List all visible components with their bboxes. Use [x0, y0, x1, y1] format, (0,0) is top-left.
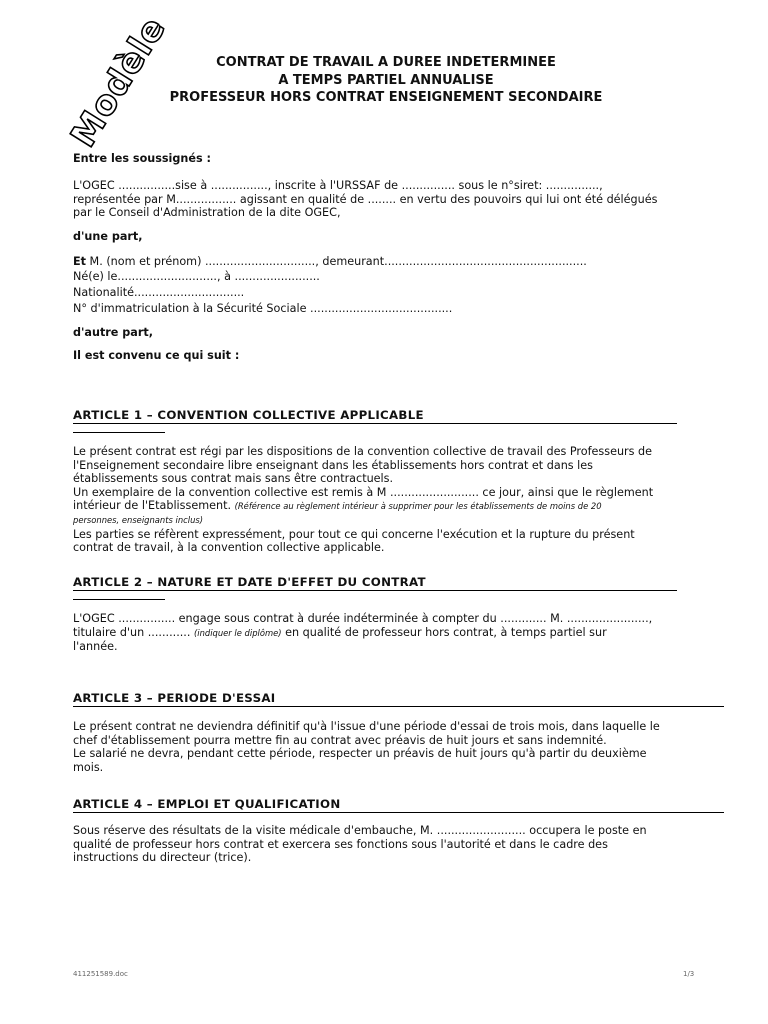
article-2-line-1: L'OGEC ................ engage sous contrat à durée indéterminée à compter du ............. M. ......................., — [73, 612, 653, 625]
title-line-3: PROFESSEUR HORS CONTRAT ENSEIGNEMENT SECONDAIRE — [169, 90, 603, 105]
et-label: Et — [73, 254, 86, 268]
article-3-line-4: mois. — [73, 760, 104, 774]
employee-name-line — [73, 255, 693, 269]
ogec-line-2: représentée par M................. agissant en qualité de ........ en vertu des pouvoirs qui lui ont été délégués — [73, 192, 658, 206]
article-2-line-2c: en qualité de professeur hors contrat, à temps partiel sur — [281, 625, 607, 639]
ogec-line-1: L'OGEC ................sise à ................, inscrite à l'URSSAF de ............... sous le n°siret: ..............., — [73, 179, 603, 192]
article-2-title: ARTICLE 2 – NATURE ET DATE D'EFFET DU CONTRAT — [73, 575, 677, 591]
article-3-line-1: Le présent contrat ne deviendra définitif qu'à l'issue d'une période d'essai de trois mois, dans laquelle le — [73, 720, 660, 733]
article-4-title: ARTICLE 4 – EMPLOI ET QUALIFICATION — [73, 797, 724, 813]
article-2-line-3: l'année. — [73, 640, 118, 654]
article-4-line-3: instructions du directeur (trice). — [73, 851, 252, 865]
article-1-line-7: Les parties se réfèrent expressément, pour tout ce qui concerne l'exécution et la rupture du présent — [73, 527, 635, 541]
title-line-2: A TEMPS PARTIEL ANNUALISE — [278, 72, 494, 88]
footer-page-number: 1/3 — [683, 970, 695, 978]
one-part-label: d'une part, — [73, 229, 143, 243]
birth-line: Né(e) le............................, à ........................ — [73, 270, 320, 284]
nationality-line: Nationalité............................... — [73, 285, 245, 299]
article-2-diploma-note: (indiquer le diplôme) — [193, 627, 282, 638]
article-3-line-2: chef d'établissement pourra mettre fin au contrat avec préavis de huit jours et sans indemnité. — [73, 733, 607, 747]
article-1-line-1: Le présent contrat est régi par les dispositions de la convention collective de travail des Professeurs de — [73, 445, 653, 458]
article-3-line-3: Le salarié ne devra, pendant cette période, respecter un préavis de huit jours qu'à partir du deuxième — [73, 747, 647, 761]
ogec-line-3: par le Conseil d'Administration de la dite OGEC, — [73, 206, 341, 220]
between-heading: Entre les soussignés : — [73, 152, 211, 165]
article-4 — [73, 797, 724, 865]
modele-watermark: Modèle — [63, 9, 175, 155]
article-1-title: ARTICLE 1 – CONVENTION COLLECTIVE APPLICABLE — [73, 408, 677, 424]
other-part-label: d'autre part, — [73, 326, 153, 340]
article-1-line-4: Un exemplaire de la convention collective est remis à M ......................... ce jour, ainsi que le règlement — [73, 485, 654, 499]
article-1-note: (Référence au règlement intérieur à supprimer pour les établissements de moins de 20 — [234, 501, 602, 512]
article-1-underline — [73, 424, 165, 433]
article-2 — [73, 575, 677, 654]
ssn-line: N° d'immatriculation à la Sécurité Sociale ........................................ — [73, 301, 453, 315]
article-1-line-5-text: intérieur de l'Etablissement. — [73, 499, 235, 513]
title-line-1: CONTRAT DE TRAVAIL A DUREE INDETERMINEE — [216, 55, 556, 70]
article-1 — [73, 408, 677, 555]
article-2-line-2a: titulaire d'un ............ — [73, 625, 194, 639]
agreed-label: Il est convenu ce qui suit : — [73, 349, 240, 363]
article-1-line-3: établissements sous contrat mais sans être contractuels. — [73, 472, 394, 486]
footer-filename: 411251589.doc — [73, 970, 128, 978]
article-3 — [73, 691, 724, 774]
article-1-note-cont: personnes, enseignants inclus) — [73, 514, 204, 525]
article-2-underline — [73, 591, 165, 600]
article-1-line-2: l'Enseignement secondaire libre enseignant dans les établissements hors contrat et dans les — [73, 458, 593, 472]
article-1-line-5 — [73, 499, 677, 514]
article-4-line-1: Sous réserve des résultats de la visite médicale d'embauche, M. ......................... occupera le poste en — [73, 824, 647, 837]
article-4-line-2: qualité de professeur hors contrat et exercera ses fonctions sous l'autorité et dans le cadre des — [73, 837, 608, 851]
employee-name-text: M. (nom et prénom) ..............................., demeurant......................................................... — [86, 254, 587, 268]
article-1-line-8: contrat de travail, à la convention collective applicable. — [73, 541, 385, 555]
article-3-title: ARTICLE 3 – PERIODE D'ESSAI — [73, 691, 724, 707]
intro-section — [73, 152, 693, 363]
document-header — [0, 54, 768, 107]
article-2-line-2 — [73, 626, 677, 641]
